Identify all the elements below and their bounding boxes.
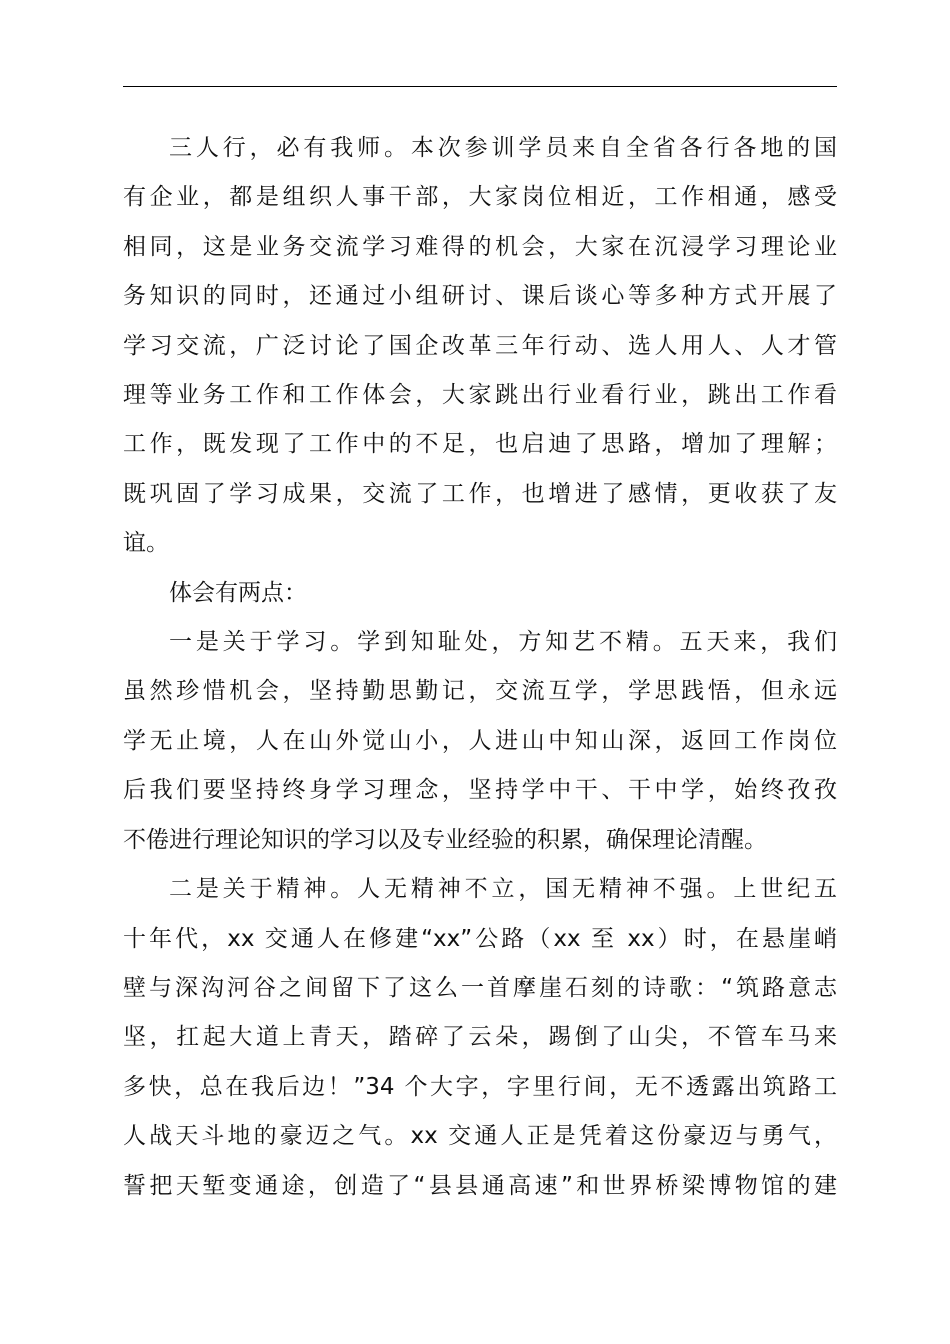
paragraph-spirit: [123, 865, 837, 1211]
text-line: 学无止境，人在山外觉山小，人进山中知山深，返回工作岗位: [123, 727, 837, 754]
text-line: 人战天斗地的豪迈之气。xx 交通人正是凭着这份豪迈与勇气，: [123, 1123, 837, 1150]
header-rule: [123, 86, 837, 87]
text-line: 谊。: [123, 530, 169, 557]
paragraph-study: [123, 618, 837, 865]
text-line: 相同，这是业务交流学习难得的机会，大家在沉浸学习理论业: [123, 233, 837, 260]
text-line: 壁与深沟河谷之间留下了这么一首摩崖石刻的诗歌：“筑路意志: [123, 974, 837, 1001]
text-line: 工作，既发现了工作中的不足，也启迪了思路，增加了理解；: [123, 431, 837, 458]
text-line: 誓把天堑变通途，创造了“县县通高速”和世界桥梁博物馆的建: [123, 1172, 837, 1199]
text-line: 一是关于学习。学到知耻处，方知艺不精。五天来，我们: [169, 629, 837, 656]
paragraph-intro: [123, 124, 837, 569]
text-line: 不倦进行理论知识的学习以及专业经验的积累，确保理论清醒。: [123, 826, 767, 853]
paragraph-summary-heading: [123, 569, 837, 618]
text-line: 既巩固了学习成果，交流了工作，也增进了感情，更收获了友: [123, 480, 837, 507]
text-line: 学习交流，广泛讨论了国企改革三年行动、选人用人、人才管: [123, 332, 837, 359]
text-line: 二是关于精神。人无精神不立，国无精神不强。上世纪五: [169, 876, 837, 903]
body-text: [123, 124, 837, 1211]
text-line: 虽然珍惜机会，坚持勤思勤记，交流互学，学思践悟，但永远: [123, 678, 837, 705]
text-line: 务知识的同时，还通过小组研讨、课后谈心等多种方式开展了: [123, 283, 837, 310]
text-line: 多快，总在我后边！”34 个大字，字里行间，无不透露出筑路工: [123, 1073, 837, 1100]
text-line: 有企业，都是组织人事干部，大家岗位相近，工作相通，感受: [123, 184, 837, 211]
text-line: 十年代，xx 交通人在修建“xx”公路（xx 至 xx）时，在悬崖峭: [123, 925, 837, 952]
text-line: 三人行，必有我师。本次参训学员来自全省各行各地的国: [169, 135, 837, 161]
text-line: 坚，扛起大道上青天，踏碎了云朵，踢倒了山尖，不管车马来: [123, 1024, 837, 1051]
text-line: 理等业务工作和工作体会，大家跳出行业看行业，跳出工作看: [123, 382, 837, 409]
text-line: 体会有两点：: [169, 579, 307, 606]
text-line: 后我们要坚持终身学习理念，坚持学中干、干中学，始终孜孜: [123, 777, 837, 804]
